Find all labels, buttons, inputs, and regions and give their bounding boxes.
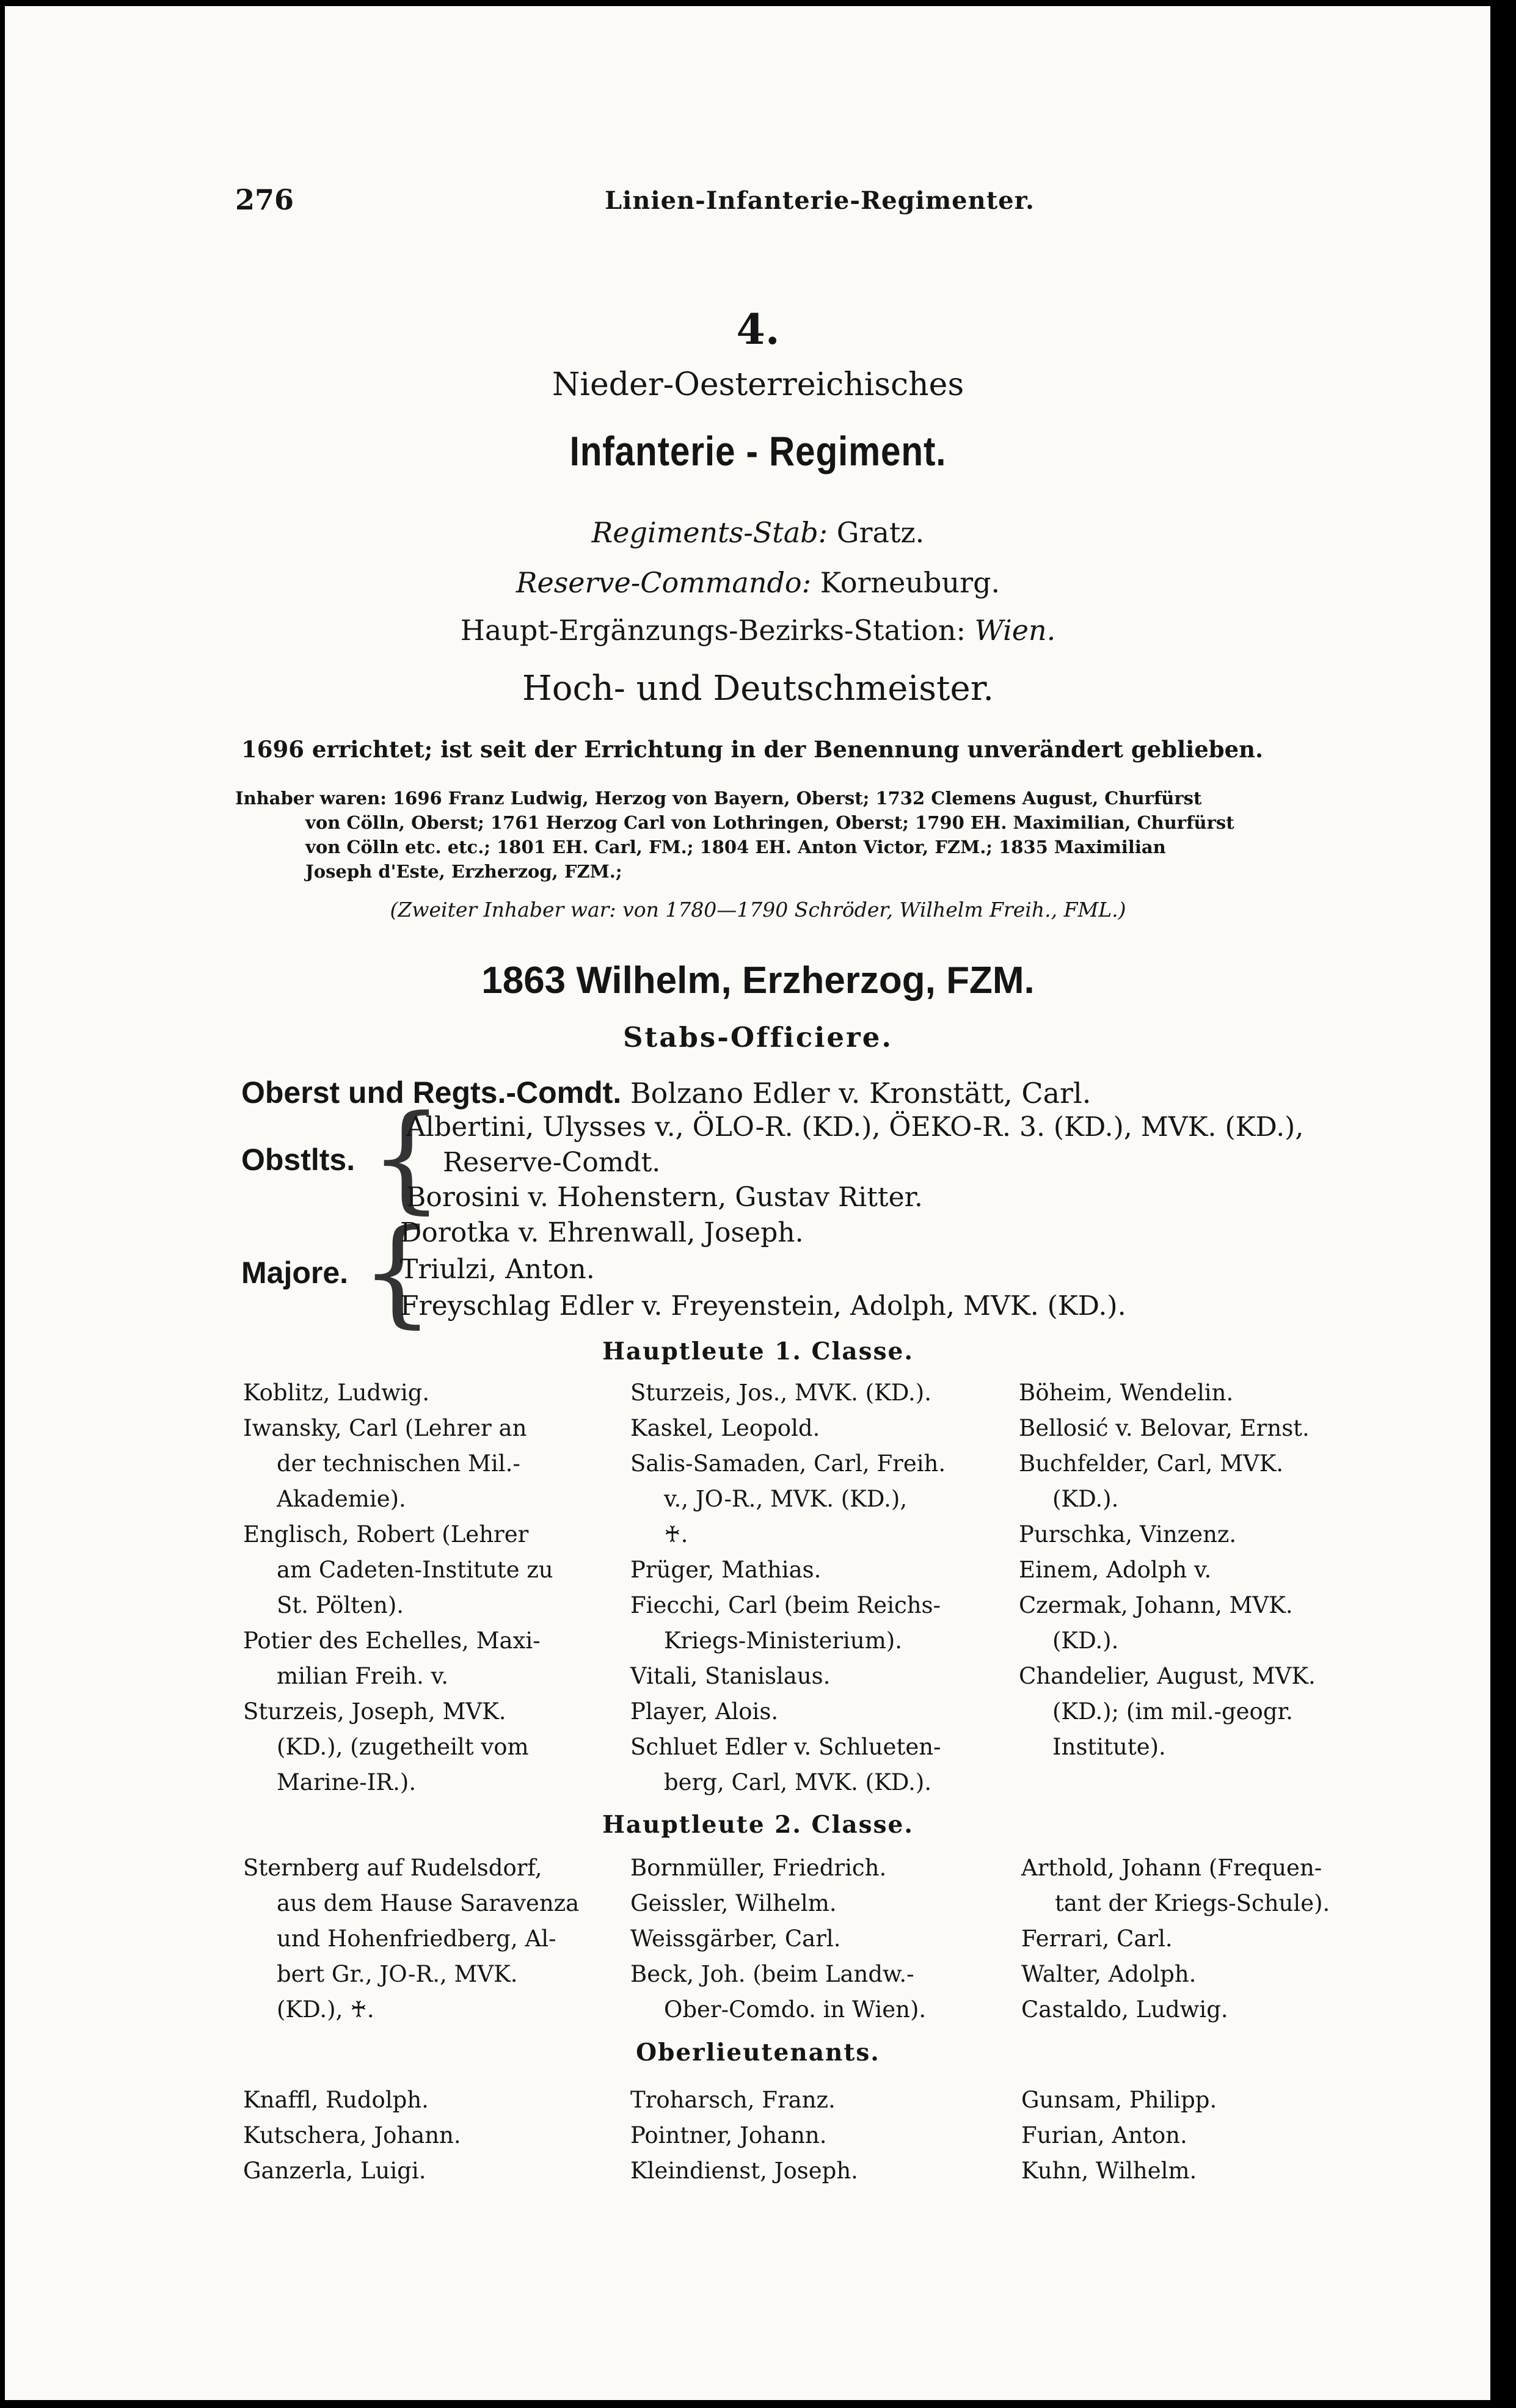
inhaber-line-3: von Cölln etc. etc.; 1801 EH. Carl, FM.; 1804 EH. Anton Victor, FZM.; 1835 Maximilian — [305, 837, 1166, 857]
list-item: St. Pölten). — [277, 1592, 404, 1618]
hauptleute1-col1 — [243, 1375, 553, 1800]
list-item: (KD.). — [1052, 1628, 1119, 1654]
major-entry: Freyschlag Edler v. Freyenstein, Adolph, MVK. (KD.). — [400, 1290, 1126, 1322]
list-item: Walter, Adolph. — [1021, 1961, 1197, 1987]
hauptleute2-heading: Hauptleute 2. Classe. — [602, 1811, 914, 1839]
list-item: Kriegs-Ministerium). — [664, 1628, 902, 1654]
list-item: Beck, Joh. (beim Landw.- — [630, 1961, 914, 1987]
list-item: v., JO-R., MVK. (KD.), — [664, 1486, 908, 1512]
list-item: Iwansky, Carl (Lehrer an — [243, 1415, 527, 1441]
list-item: Buchfelder, Carl, MVK. — [1019, 1450, 1284, 1477]
current-inhaber: 1863 Wilhelm, Erzherzog, FZM. — [481, 959, 1035, 1002]
oberlieutenants-col1 — [243, 2082, 461, 2189]
stabs-heading: Stabs-Officiere. — [622, 1021, 894, 1053]
list-item: Ganzerla, Luigi. — [243, 2158, 426, 2184]
list-item: Prüger, Mathias. — [630, 1557, 822, 1583]
hauptleute1-heading: Hauptleute 1. Classe. — [602, 1337, 914, 1366]
list-item: Kuhn, Wilhelm. — [1021, 2158, 1197, 2184]
station-line — [0, 614, 1516, 647]
obstlts-label: Obstlts. — [241, 1143, 355, 1177]
hoch-line: Hoch- und Deutschmeister. — [522, 669, 994, 708]
list-item: Ober-Comdo. in Wien). — [664, 1996, 927, 2023]
list-item: Arthold, Johann (Frequen- — [1021, 1855, 1322, 1881]
station-label: Haupt-Ergänzungs-Bezirks-Station: — [460, 614, 966, 647]
majore-label: Majore. — [241, 1256, 349, 1290]
reserve-label: Reserve-Commando: — [516, 566, 812, 599]
errichtet-text: 1696 errichtet; ist seit der Errichtung in der Benennung unverändert geblieben. — [241, 736, 1263, 763]
list-item: Bornmüller, Friedrich. — [630, 1855, 887, 1881]
major-entry: Dorotka v. Ehrenwall, Joseph. — [400, 1217, 804, 1248]
list-item: Englisch, Robert (Lehrer — [243, 1521, 529, 1548]
list-item: Pointner, Johann. — [630, 2122, 827, 2148]
reserve-commando-line — [0, 566, 1516, 599]
list-item: Sturzeis, Joseph, MVK. — [243, 1698, 506, 1725]
regiment-number: 4. — [736, 305, 780, 354]
list-item: Knaffl, Rudolph. — [243, 2087, 429, 2113]
running-head: Linien-Infanterie-Regimenter. — [605, 186, 1035, 215]
list-item: ♰. — [664, 1521, 688, 1548]
inhaber-line-1: Inhaber waren: 1696 Franz Ludwig, Herzog von Bayern, Oberst; 1732 Clemens August, Churfürst — [235, 788, 1202, 809]
list-item: tant der Kriegs-Schule). — [1055, 1890, 1330, 1916]
list-item: Böheim, Wendelin. — [1019, 1380, 1234, 1406]
list-item: am Cadeten-Institute zu — [277, 1557, 553, 1583]
oberlieutenants-heading: Oberlieutenants. — [636, 2039, 880, 2067]
major-entry: Triulzi, Anton. — [400, 1254, 595, 1285]
page-number: 276 — [235, 183, 294, 216]
list-item: Einem, Adolph v. — [1019, 1557, 1212, 1583]
hauptleute2-col2 — [630, 1850, 926, 2028]
list-item: berg, Carl, MVK. (KD.). — [664, 1769, 932, 1795]
oberst-label: Oberst und Regts.-Comdt. — [241, 1075, 622, 1110]
obstlts-brace: { — [370, 1090, 443, 1225]
list-item: Fiecchi, Carl (beim Reichs- — [630, 1592, 941, 1618]
list-item: und Hohenfriedberg, Al- — [277, 1926, 556, 1952]
list-item: Kutschera, Johann. — [243, 2122, 461, 2148]
list-item: Sternberg auf Rudelsdorf, — [243, 1855, 542, 1881]
list-item: Chandelier, August, MVK. — [1019, 1663, 1316, 1689]
list-item: Schluet Edler v. Schlueten- — [630, 1734, 941, 1760]
list-item: Vitali, Stanislaus. — [630, 1663, 831, 1689]
reserve-value: Korneuburg. — [820, 566, 1000, 599]
list-item: Koblitz, Ludwig. — [243, 1380, 430, 1406]
list-item: Player, Alois. — [630, 1698, 779, 1725]
inhaber-line-4: Joseph d'Este, Erzherzog, FZM.; — [305, 861, 622, 882]
hauptleute2-col3 — [1021, 1850, 1330, 2028]
list-item: Institute). — [1052, 1734, 1166, 1760]
list-item: Weissgärber, Carl. — [630, 1926, 841, 1952]
list-item: Salis-Samaden, Carl, Freih. — [630, 1450, 946, 1477]
list-item: Troharsch, Franz. — [630, 2087, 836, 2113]
oberlieutenants-col3 — [1021, 2082, 1217, 2189]
stab-label: Regiments-Stab: — [591, 516, 828, 549]
regiment-name-line2: Infanterie - Regiment. — [569, 428, 947, 475]
hauptleute2-col1 — [243, 1850, 579, 2028]
oberlieutenants-col2 — [630, 2082, 858, 2189]
list-item: Kleindienst, Joseph. — [630, 2158, 858, 2184]
list-item: (KD.), ♰. — [277, 1996, 374, 2023]
list-item: (KD.); (im mil.-geogr. — [1052, 1698, 1293, 1725]
obstlt-entry: Albertini, Ulysses v., ÖLO-R. (KD.), ÖEKO-R. 3. (KD.), MVK. (KD.), — [406, 1111, 1304, 1143]
zweiter-inhaber: (Zweiter Inhaber war: von 1780—1790 Schröder, Wilhelm Freih., FML.) — [390, 898, 1126, 922]
list-item: Furian, Anton. — [1021, 2122, 1187, 2148]
oberst-name: Bolzano Edler v. Kronstätt, Carl. — [630, 1077, 1091, 1110]
list-item: der technischen Mil.- — [277, 1450, 520, 1477]
list-item: Czermak, Johann, MVK. — [1019, 1592, 1293, 1618]
list-item: Sturzeis, Jos., MVK. (KD.). — [630, 1380, 931, 1406]
list-item: Marine-IR.). — [277, 1769, 417, 1795]
list-item: milian Freih. v. — [277, 1663, 448, 1689]
list-item: bert Gr., JO-R., MVK. — [277, 1961, 518, 1987]
stab-value: Gratz. — [836, 516, 925, 549]
majore-brace: { — [360, 1204, 434, 1339]
list-item: aus dem Hause Saravenza — [277, 1890, 580, 1916]
regiments-stab-line — [0, 516, 1516, 549]
obstlt-entry: Borosini v. Hohenstern, Gustav Ritter. — [406, 1182, 923, 1213]
oberst-line — [241, 1075, 1091, 1110]
list-item: Ferrari, Carl. — [1021, 1926, 1173, 1952]
list-item: Castaldo, Ludwig. — [1021, 1996, 1228, 2023]
regiment-name-line1: Nieder-Oesterreichisches — [552, 366, 964, 403]
list-item: Potier des Echelles, Maxi- — [243, 1628, 541, 1654]
station-value: Wien. — [974, 614, 1056, 647]
list-item: Bellosić v. Belovar, Ernst. — [1019, 1415, 1310, 1441]
list-item: Gunsam, Philipp. — [1021, 2087, 1217, 2113]
list-item: Purschka, Vinzenz. — [1019, 1521, 1237, 1548]
list-item: (KD.), (zugetheilt vom — [277, 1734, 529, 1760]
hauptleute1-col3 — [1019, 1375, 1316, 1765]
list-item: Geissler, Wilhelm. — [630, 1890, 837, 1916]
inhaber-line-2: von Cölln, Oberst; 1761 Herzog Carl von Lothringen, Oberst; 1790 EH. Maximilian, Churfürst — [305, 812, 1234, 833]
list-item: (KD.). — [1052, 1486, 1119, 1512]
hauptleute1-col2 — [630, 1375, 946, 1800]
list-item: Akademie). — [277, 1486, 406, 1512]
obstlt-entry: Reserve-Comdt. — [443, 1147, 661, 1178]
list-item: Kaskel, Leopold. — [630, 1415, 820, 1441]
